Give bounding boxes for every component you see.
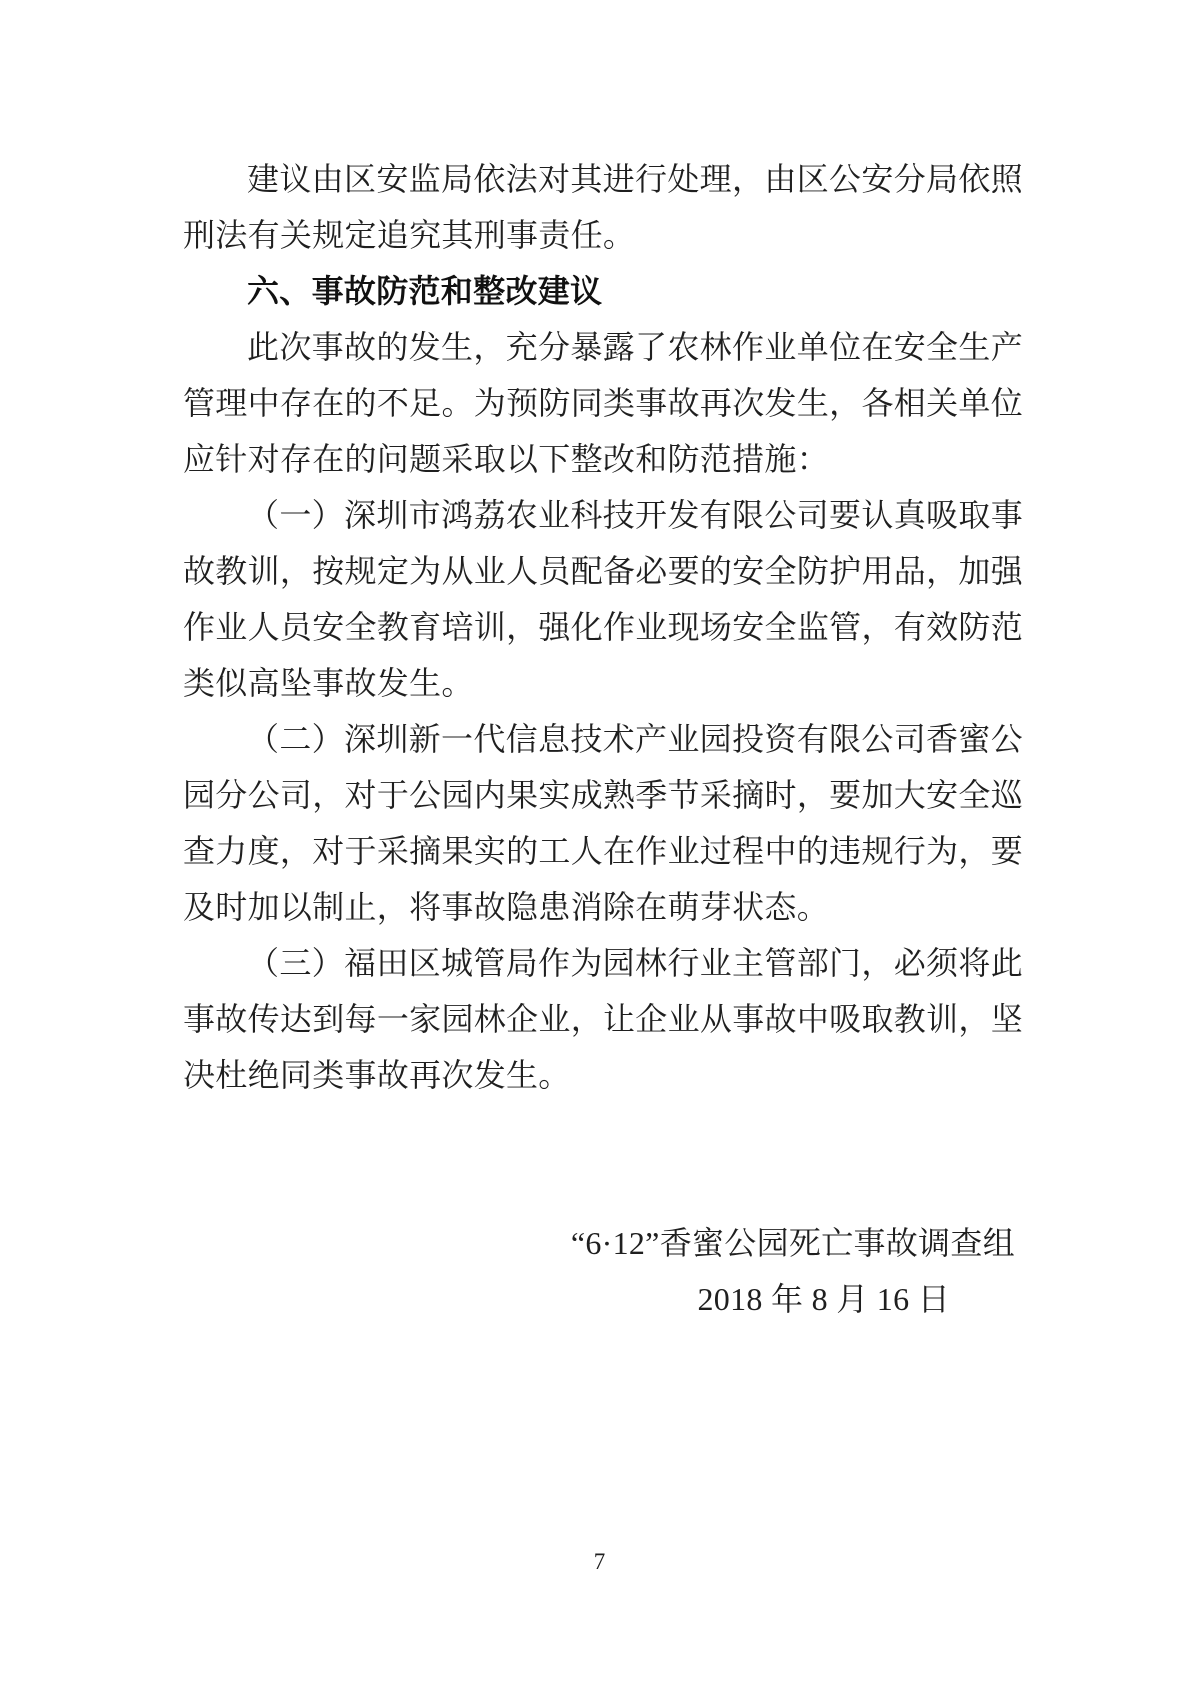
recommendation-item-3: （三）福田区城管局作为园林行业主管部门，必须将此事故传达到每一家园林企业，让企业从事故中吸取教训，坚决杜绝同类事故再次发生。 — [183, 945, 1023, 1093]
investigation-team-signature: “6·12”香蜜公园死亡事故调查组 — [570, 1225, 1015, 1261]
section-heading: 六、事故防范和整改建议 — [247, 273, 603, 309]
report-body — [183, 151, 1023, 1327]
report-date: 2018 年 8 月 16 日 — [697, 1281, 950, 1317]
signature-block — [183, 1215, 1023, 1327]
recommendation-item-2: （二）深圳新一代信息技术产业园投资有限公司香蜜公园分公司，对于公园内果实成熟季节采摘时，要加大安全巡查力度，对于采摘果实的工人在作业过程中的违规行为，要及时加以制止，将事故隐患消除在萌芽状态。 — [183, 721, 1023, 925]
recommendation-item-1: （一）深圳市鸿荔农业科技开发有限公司要认真吸取事故教训，按规定为从业人员配备必要的安全防护用品，加强作业人员安全教育培训，强化作业现场安全监管，有效防范类似高坠事故发生。 — [183, 497, 1023, 701]
page-number: 7 — [593, 1549, 606, 1574]
intro-paragraph: 建议由区安监局依法对其进行处理，由区公安分局依照刑法有关规定追究其刑事责任。 — [183, 161, 1023, 253]
section-intro-paragraph: 此次事故的发生，充分暴露了农林作业单位在安全生产管理中存在的不足。为预防同类事故再次发生，各相关单位应针对存在的问题采取以下整改和防范措施： — [183, 329, 1023, 477]
